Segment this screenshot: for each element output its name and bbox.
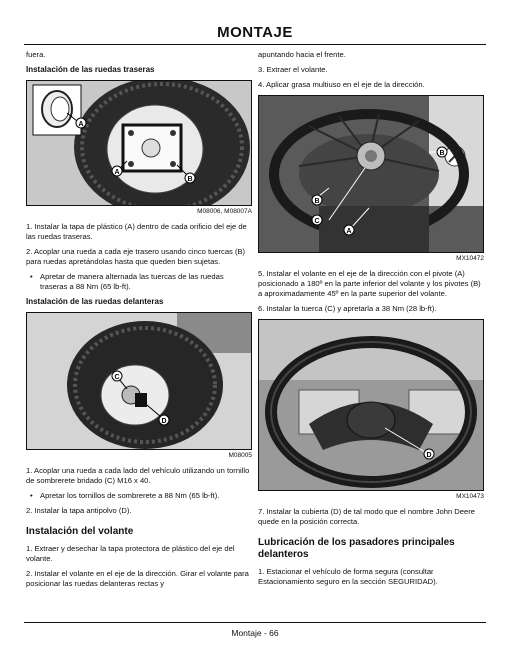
callout-a: A (346, 228, 352, 235)
callout-c: C (114, 374, 120, 381)
step-3: 3. Extraer el volante. (258, 65, 328, 74)
figure-caption: MX10473 (456, 493, 484, 500)
front-wheels-heading: Instalación de las ruedas delanteras (26, 297, 164, 306)
left-column (26, 50, 252, 594)
steering-wheel-figure (258, 319, 484, 491)
figure-caption: M08006, M08007A (197, 208, 252, 215)
callout-a: A (114, 169, 120, 176)
steering-step-1: 1. Extraer y desechar la tapa protectora de plástico del eje del volante. (26, 544, 235, 563)
step-6: 6. Instalar la tuerca (C) y apretarla a 38 Nm (28 lb-ft). (258, 304, 437, 313)
lubrication-heading: Lubricación de los pasadores principales delanteros (258, 537, 455, 560)
callout-b-right: B (439, 150, 445, 157)
steering-heading: Instalación del volante (26, 526, 134, 537)
step-5: 5. Instalar el volante en el eje de la dirección con el pivote (A) posicionado a 180º en la parte inferior del volante y los pivotes (B) a aproximadamente 45º en la parte superior del volante. (258, 269, 481, 298)
rear-wheels-heading: Instalación de las ruedas traseras (26, 65, 155, 74)
rear-torque-bullet: • Apretar de manera alternada las tuercas de las ruedas traseras a 88 Nm (65 lb-ft). (26, 272, 252, 292)
step-4: 4. Aplicar grasa multiuso en el eje de la dirección. (258, 80, 425, 89)
bottom-rule (24, 622, 486, 623)
figure-caption: MX10472 (456, 255, 484, 262)
left-intro-text: fuera. (26, 50, 46, 59)
front-wheel-figure (26, 312, 252, 450)
steering-wheel-illustration (259, 320, 483, 490)
front-torque-bullet: • Apretar los tornillos de sombrerete a 88 Nm (65 lb-ft). (26, 491, 252, 501)
callout-d: D (161, 418, 167, 425)
page-footer: Montaje - 66 (231, 628, 279, 638)
rear-wheel-figure (26, 80, 252, 206)
figure-caption: M08005 (228, 452, 252, 459)
top-rule (24, 44, 486, 45)
callout-d: D (426, 452, 432, 459)
callout-b: B (187, 176, 193, 183)
rear-step-2: 2. Acoplar una rueda a cada eje trasero usando cinco tuercas (B) para ruedas apretándolas hasta que queden bien sujetas. (26, 247, 246, 266)
right-column (258, 50, 484, 592)
steering-shaft-figure (258, 95, 484, 253)
lubrication-step-1: 1. Estacionar el vehículo de forma segura (consultar Estacionamiento seguro en la sección SEGURIDAD). (258, 567, 438, 586)
front-step-1: 1. Acoplar una rueda a cada lado del vehículo utilizando un tornillo de sombrerete bridado (C) M16 x 40. (26, 466, 250, 485)
steering-step-2: 2. Instalar el volante en el eje de la dirección. Girar el volante para posicionar las ruedas delanteras rectas y (26, 569, 249, 588)
rear-wheel-illustration (27, 81, 251, 205)
rear-step-1: 1. Instalar la tapa de plástico (A) dentro de cada orificio del eje de las ruedas traseras. (26, 222, 247, 241)
step-7: 7. Instalar la cubierta (D) de tal modo que el nombre John Deere quede en la posición correcta. (258, 507, 475, 526)
front-step-2: 2. Instalar la tapa antipolvo (D). (26, 506, 132, 515)
right-intro-text: apuntando hacia el frente. (258, 50, 346, 59)
front-wheel-illustration (27, 313, 251, 449)
steering-shaft-illustration (259, 96, 483, 252)
page-title: MONTAJE (217, 24, 293, 41)
callout-b-left: B (314, 198, 320, 205)
callout-a-inset: A (78, 121, 84, 128)
callout-c: C (314, 218, 320, 225)
